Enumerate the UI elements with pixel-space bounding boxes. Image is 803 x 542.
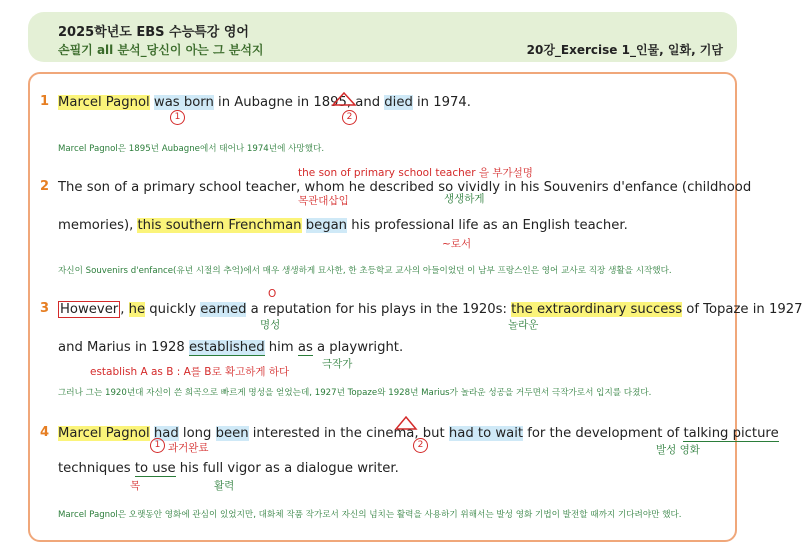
infinitive-underline: to use [134,461,176,476]
text: his professional life as an English teacher. [347,218,628,233]
text: in Aubagne in 1895, [213,95,356,110]
text: , [120,302,129,317]
note-reputation: 명성 [260,319,281,331]
translation-2: 자신이 Souvenirs d'enfance(유년 시절의 추억)에서 매우 생생하게 묘사한, 한 초등학교 교사의 아들이었던 이 남부 프랑스인은 영어 교사로 직장 생활을 시작했다. [58,266,672,276]
circle-number: 2 [342,110,357,125]
phrase-underline: talking picture [683,426,779,441]
sentence-2-line-2 [58,217,748,235]
sentence-3-line-2 [58,339,748,357]
subject-highlight: Marcel Pagnol [58,95,150,110]
verb-highlight: died [384,95,413,110]
note-purpose: 목 [130,480,141,492]
conjunction: but [422,426,445,441]
sentence-4-line-2 [58,460,748,478]
lesson-label: 20강_Exercise 1_인물, 일화, 기담 [526,43,723,57]
translation-1: Marcel Pagnol은 1895년 Aubagne에서 태어나 1974년에 사망했다. [58,144,325,154]
note-vividly: 생생하게 [444,193,485,205]
text: memories), [58,218,138,233]
verb-highlight: had to wait [448,426,524,441]
text: a reputation for his plays in the 1920s: [246,302,512,317]
mark-2 [342,110,357,125]
circle-number: 2 [413,438,428,453]
note-as: ~로서 [442,238,472,250]
note-relative-clause: 목관대삽입 [298,195,349,207]
item-number-4: 4 [40,425,50,440]
text: a playwright. [312,340,404,355]
note-talking-picture: 발성 영화 [656,444,700,456]
item-number-3: 3 [40,301,50,316]
note-establish: establish A as B : A를 B로 확고하게 하다 [90,366,290,378]
text: his full vigor as a dialogue writer. [175,461,399,476]
note-vigor: 활력 [214,480,235,492]
text: quickly [145,302,201,317]
triangle-icon [332,92,356,106]
mark-1 [150,438,165,453]
note-supplement: the son of primary school teacher 을 부가설명 [298,167,533,179]
mark-1 [170,110,185,125]
content-card [28,72,803,542]
note-object: O [268,288,277,300]
verb-highlight: was born [153,95,214,110]
mark-2 [413,438,428,453]
sentence-2-line-1: The son of a primary school teacher, whom he described so vividly in his Souvenirs d'enfance (childhood [58,180,752,195]
subject-highlight: Marcel Pagnol [58,426,150,441]
preposition-underline: as [297,340,313,355]
verb-highlight: had [153,426,179,441]
note-past-perfect: 과거완료 [168,442,209,454]
connective-box: However [60,302,119,317]
subject-highlight: the extraordinary success [511,302,683,317]
circle-number: 1 [170,110,185,125]
conjunction: and [355,95,381,110]
text: interested in the cinema, [248,426,423,441]
text: of Topaze in 1927 [682,302,803,317]
verb-highlight: established [188,340,265,355]
text: long [178,426,216,441]
verb-highlight: earned [200,302,247,317]
verb-highlight: began [305,218,348,233]
text: techniques [58,461,135,476]
worksheet-subtitle: 손필기 all 분석_당신이 아는 그 분석지 [58,43,264,57]
note-extraordinary: 놀라운 [508,319,539,331]
subject-highlight: this southern Frenchman [137,218,302,233]
item-number-2: 2 [40,179,50,194]
item-number-1: 1 [40,94,50,109]
translation-4: Marcel Pagnol은 오랫동안 영화에 관심이 있었지만, 대화체 작품 작가로서 자신의 넘치는 활력을 사용하기 위해서는 발성 영화 기법이 발전할 때까지 기다려야만 했다. [58,510,682,520]
circle-number: 1 [150,438,165,453]
sentence-1 [58,94,748,112]
text: and Marius in 1928 [58,340,189,355]
text: him [264,340,298,355]
subject-highlight: he [128,302,146,317]
note-playwright: 극작가 [322,358,353,370]
text: in 1974. [412,95,471,110]
verb-highlight: been [215,426,249,441]
header-banner [28,12,737,62]
translation-3: 그러나 그는 1920년대 자신이 쓴 희곡으로 빠르게 명성을 얻었는데, 1927년 Topaze와 1928년 Marius가 놀라운 성공을 거두면서 극작가로서 입지를 다졌다. [58,388,652,398]
book-title: 2025학년도 EBS 수능특강 영어 [58,25,249,40]
text: for the development of [523,426,684,441]
sentence-3-line-1 [58,301,803,319]
